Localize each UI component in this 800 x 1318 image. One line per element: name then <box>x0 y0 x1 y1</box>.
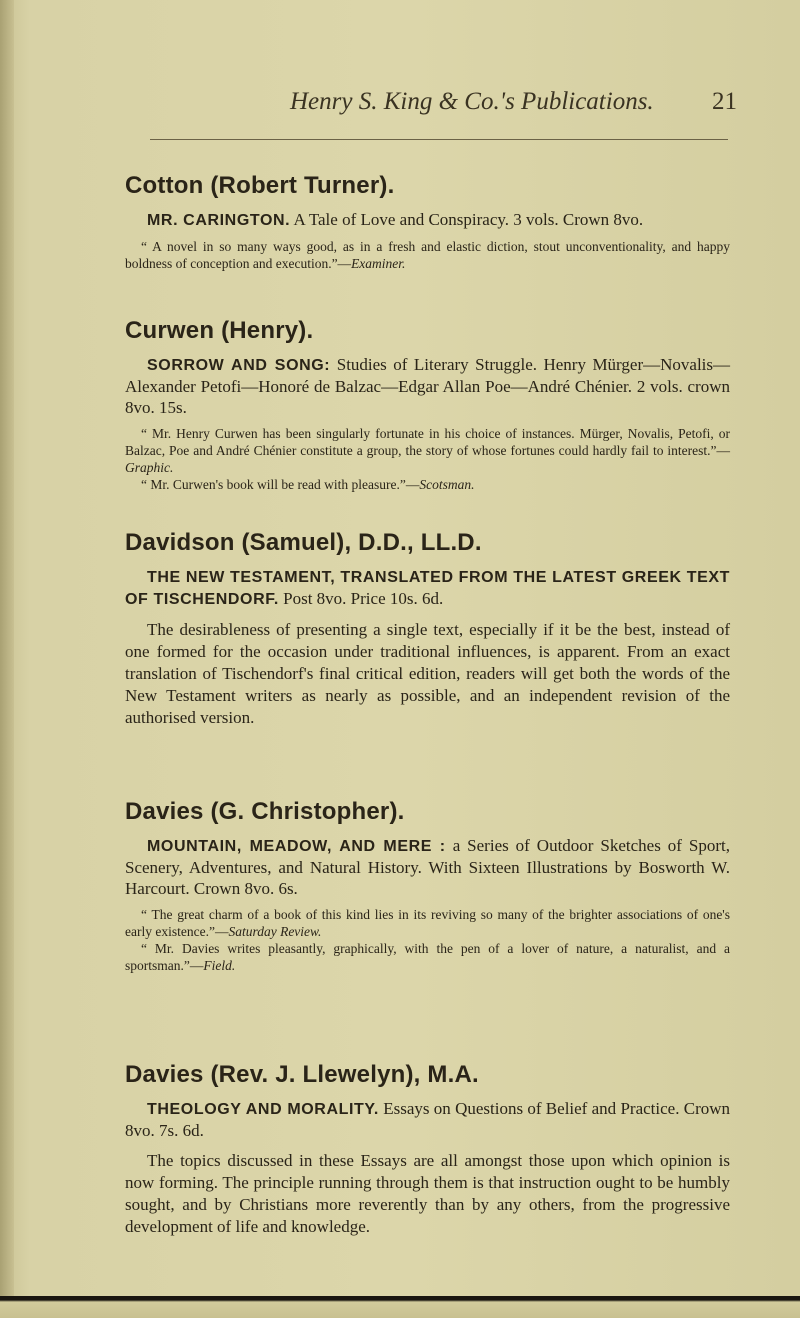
quote-text: “ Mr. Curwen's book will be read with pleasure.”— <box>141 477 420 492</box>
press-quote <box>125 476 730 493</box>
quote-source: Saturday Review. <box>228 924 322 939</box>
entry-davidson <box>125 529 730 729</box>
page-gutter <box>0 0 14 1318</box>
quote-text: “ Mr. Henry Curwen has been singularly fortunate in his choice of instances. Mürger, Novalis, Petofi, or Balzac, Poe and André Chénier constitute a group, the story of whose fortunes could hardly fail to interest.”— <box>125 426 730 458</box>
quote-text: “ The great charm of a book of this kind lies in its reviving so many of the brighter associations of one's early existence.”— <box>125 907 730 939</box>
press-quote <box>125 906 730 940</box>
page-bottom-edge <box>0 1296 800 1318</box>
page-number: 21 <box>712 88 737 115</box>
entry-book-line <box>125 354 730 418</box>
press-quotes <box>125 906 730 974</box>
book-description: Post 8vo. Price 10s. 6d. <box>283 589 444 608</box>
press-quote <box>125 425 730 476</box>
quote-source: Scotsman. <box>419 477 475 492</box>
entry-davies-christopher <box>125 798 730 974</box>
running-head-title: Henry S. King & Co.'s Publications. <box>290 88 654 115</box>
book-title: SORROW AND SONG: <box>147 357 331 374</box>
header-rule <box>150 139 728 140</box>
quote-source: Examiner. <box>351 256 406 271</box>
book-description: Essays on Questions of Belief and Practice. Crown 8vo. 7s. 6d. <box>125 1099 731 1140</box>
book-title: MOUNTAIN, MEADOW, AND MERE : <box>147 838 446 855</box>
press-quotes <box>125 238 730 272</box>
entry-author: Davies (Rev. J. Llewelyn), M.A. <box>125 1061 479 1088</box>
quote-source: Field. <box>203 958 236 973</box>
entry-curwen <box>125 317 730 493</box>
entry-davies-llewelyn <box>125 1061 730 1238</box>
entry-cotton <box>125 172 730 272</box>
entry-book-line <box>125 1098 730 1141</box>
book-title: MR. CARINGTON. <box>147 212 291 229</box>
book-summary: The desirableness of presenting a single text, especially if it be the best, instead of one formed for the occasion under traditional influences, is apparent. From an exact translation of Tischendorf's final critical edition, readers will get both the words of the New Testament writers as nearly as possible, and an independent revision of the authorised version. <box>125 620 730 727</box>
entry-author: Davies (G. Christopher). <box>125 798 405 825</box>
entry-author: Curwen (Henry). <box>125 317 314 344</box>
quote-source: Graphic. <box>125 460 174 475</box>
quote-text: “ A novel in so many ways good, as in a fresh and elastic diction, stout unconventionality, and happy boldness of conception and execution.”— <box>125 239 730 271</box>
entry-author: Cotton (Robert Turner). <box>125 172 395 199</box>
book-description: a Series of Outdoor Sketches of Sport, Scenery, Adventures, and Natural History. With Sixteen Illustrations by Bosworth W. Harcourt. Crown 8vo. 6s. <box>125 836 731 898</box>
press-quote <box>125 238 730 272</box>
book-summary: The topics discussed in these Essays are all amongst those upon which opinion is now forming. The principle running through them is that instruction ought to be humbly sought, and by Christians more reverently than by any others, from the progressive development of life and knowledge. <box>125 1151 730 1236</box>
entry-book-line <box>125 835 730 899</box>
press-quotes <box>125 425 730 493</box>
book-title: THEOLOGY AND MORALITY. <box>147 1101 379 1118</box>
quote-text: “ Mr. Davies writes pleasantly, graphically, with the pen of a lover of nature, a naturalist, and a sportsman.”— <box>125 941 730 973</box>
entry-book-line <box>125 566 730 610</box>
book-description: A Tale of Love and Conspiracy. 3 vols. Crown 8vo. <box>293 210 644 229</box>
book-description: Studies of Literary Struggle. Henry Mürger—Novalis—Alexander Petofi—Honoré de Balzac—Edgar Allan Poe—André Chénier. 2 vols. crown 8vo. 15s. <box>125 355 731 417</box>
book-title: THE NEW TESTAMENT, TRANSLATED FROM THE LATEST GREEK TEXT OF TISCHENDORF. <box>125 569 730 608</box>
entry-book-line <box>125 209 730 231</box>
entry-author: Davidson (Samuel), D.D., LL.D. <box>125 529 482 556</box>
press-quote <box>125 940 730 974</box>
